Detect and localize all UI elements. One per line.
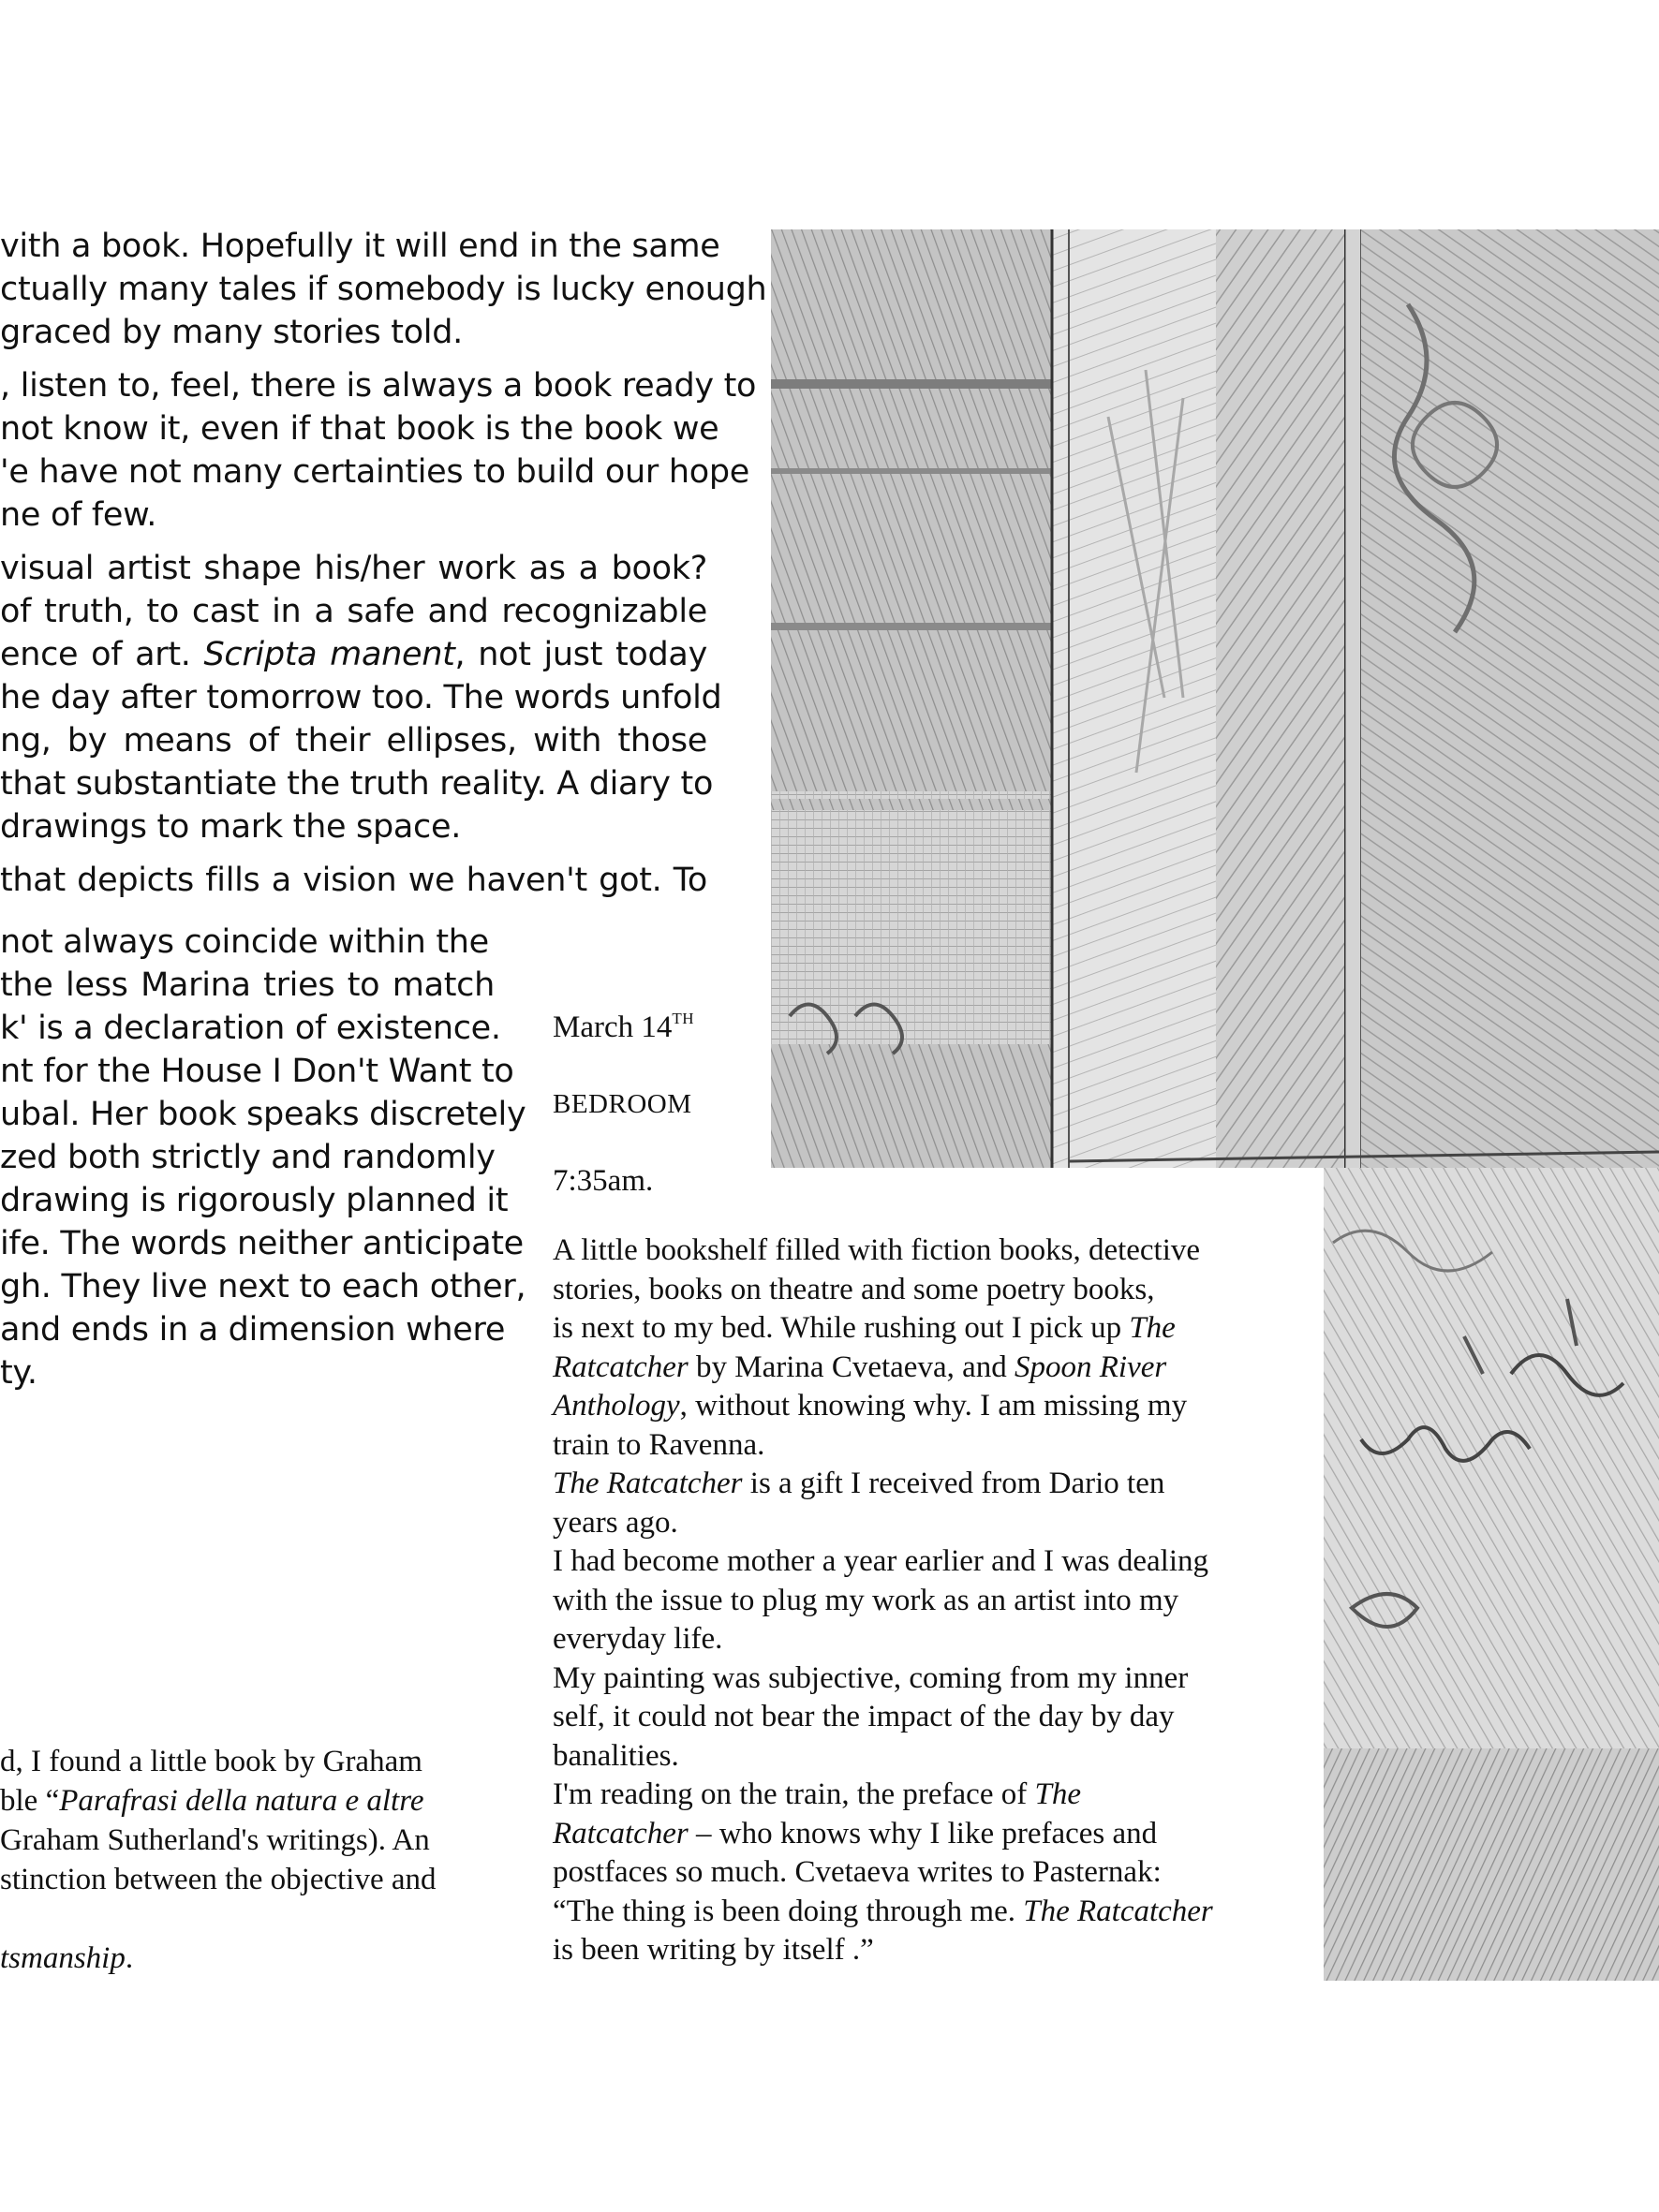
diary-line: is been writing by itself .”	[553, 1933, 874, 1967]
essay-line: 'e have not many certainties to build our hope	[0, 453, 749, 491]
diary-italic: The Ratcatcher	[553, 1467, 743, 1500]
handwriting-drawing-svg	[1324, 1168, 1659, 1981]
diary-italic: The	[1034, 1777, 1081, 1811]
bookshelf-drawing-svg	[771, 229, 1659, 1168]
footnote-text: .	[125, 1941, 134, 1975]
essay-line: that depicts fills a vision we haven't got. To	[0, 862, 707, 899]
diary-line: train to Ravenna.	[553, 1427, 765, 1462]
diary-text: is next to my bed. While rushing out I pick up	[553, 1311, 1130, 1345]
diary-italic: Anthology	[553, 1389, 680, 1423]
footnote-line: d, I found a little book by Graham	[0, 1745, 422, 1778]
footnote	[0, 1742, 478, 1978]
essay-text: ence of art.	[0, 636, 204, 673]
diary-line: stories, books on theatre and some poetry books,	[553, 1272, 1155, 1306]
essay-italic: Scripta manent	[203, 636, 455, 673]
footnote-italic: Parafrasi della natura e altre	[59, 1784, 424, 1818]
diary-italic: Ratcatcher	[553, 1816, 689, 1851]
diary-text: I'm reading on the train, the preface of	[553, 1777, 1035, 1811]
essay-line: ty.	[0, 1354, 37, 1392]
essay-line: vith a book. Hopefully it will end in the same	[0, 228, 720, 265]
essay-line: not always coincide within the	[0, 923, 489, 961]
essay-text: , not just today	[454, 636, 707, 673]
essay-line: gh. They live next to each other,	[0, 1268, 526, 1305]
diary-italic: Ratcatcher	[553, 1349, 689, 1384]
footnote-line	[0, 1781, 478, 1821]
essay-line: ife. The words neither anticipate	[0, 1225, 524, 1262]
diary-line	[553, 1349, 1265, 1388]
footnote-line	[0, 1939, 478, 1978]
diary-line: banalities.	[553, 1738, 679, 1773]
essay-line: drawings to mark the space.	[0, 808, 462, 846]
footnote-italic: tsmanship	[0, 1941, 126, 1975]
diary-italic: The Ratcatcher	[1023, 1894, 1213, 1928]
essay-line: visual artist shape his/her work as a book?	[0, 550, 707, 587]
diary-text: is a gift I received from Dario ten	[742, 1467, 1165, 1500]
footnote-line: stinction between the objective and	[0, 1863, 437, 1896]
essay-line: ng, by means of their ellipses, with those	[0, 722, 707, 759]
footnote-line: Graham Sutherland's writings). An	[0, 1823, 430, 1857]
essay-line: k' is a declaration of existence.	[0, 1010, 501, 1047]
diary-line: everyday life.	[553, 1622, 723, 1656]
diary-line: My painting was subjective, coming from my inner	[553, 1660, 1189, 1695]
footnote-text: ble “	[0, 1784, 60, 1818]
essay-line: ne of few.	[0, 496, 157, 534]
diary-line: self, it could not bear the impact of the day by day	[553, 1700, 1175, 1733]
essay-line: not know it, even if that book is the book we	[0, 410, 719, 448]
essay-line	[0, 633, 707, 676]
essay-line: ubal. Her book speaks discretely	[0, 1096, 526, 1133]
diary-line	[553, 1465, 1265, 1504]
essay-line: drawing is rigorously planned it	[0, 1182, 509, 1219]
diary-text: “The thing is been doing through me.	[553, 1894, 1024, 1928]
essay-line: he day after tomorrow too. The words unfold	[0, 679, 722, 716]
essay-column	[0, 225, 767, 902]
diary-italic: Spoon River	[1015, 1349, 1167, 1384]
diary-line	[553, 1776, 1265, 1815]
diary-text: by Marina Cvetaeva, and	[688, 1349, 1015, 1384]
handwriting-drawing	[1324, 1168, 1659, 1981]
essay-line: ctually many tales if somebody is lucky enough	[0, 271, 767, 308]
essay-line: the less Marina tries to match	[0, 966, 495, 1004]
diary-line	[553, 1893, 1265, 1932]
essay-line: zed both strictly and randomly	[0, 1139, 496, 1176]
essay-line: , listen to, feel, there is always a book ready to	[0, 367, 757, 405]
diary-text: , without knowing why. I am missing my	[679, 1389, 1188, 1423]
essay-line: that substantiate the truth reality. A diary to	[0, 765, 714, 803]
diary-date-text: March 14	[553, 1010, 673, 1044]
diary-line: with the issue to plug my work as an artist into my	[553, 1583, 1179, 1617]
essay-line: nt for the House I Don't Want to	[0, 1053, 514, 1090]
diary-line: I had become mother a year earlier and I was dealing	[553, 1544, 1208, 1578]
diary-room: BEDROOM	[553, 1089, 692, 1119]
diary-date-suffix: TH	[672, 1010, 695, 1027]
essay-line: of truth, to cast in a safe and recognizable	[0, 593, 707, 630]
diary-line	[553, 1387, 1265, 1426]
diary-line: A little bookshelf filled with fiction books, detective	[553, 1233, 1201, 1267]
essay-line: graced by many stories told.	[0, 314, 463, 351]
bookshelf-drawing	[771, 229, 1659, 1168]
diary-line: years ago.	[553, 1505, 678, 1540]
diary-line	[553, 1815, 1265, 1854]
diary-text: – who knows why I like prefaces and	[688, 1816, 1158, 1851]
diary-line: postfaces so much. Cvetaeva writes to Pasternak:	[553, 1855, 1162, 1889]
essay-line: and ends in a dimension where	[0, 1311, 506, 1349]
diary-line	[553, 1309, 1265, 1349]
essay-column-narrow	[0, 921, 526, 1394]
diary-time: 7:35am.	[553, 1164, 654, 1198]
diary-body	[553, 1231, 1265, 1970]
diary-italic: The	[1129, 1311, 1176, 1345]
